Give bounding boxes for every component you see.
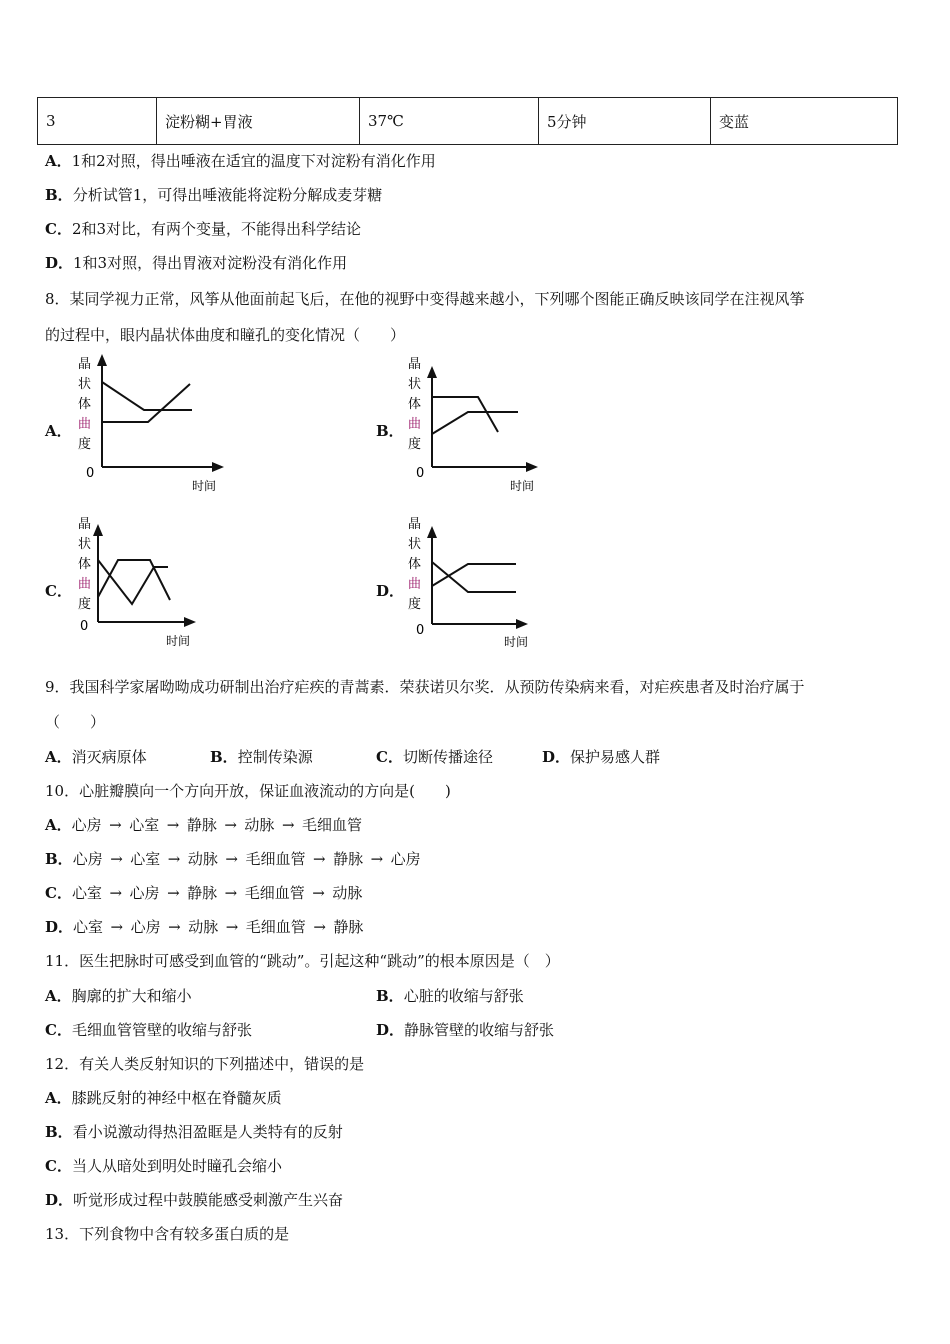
graph-ylabel-char: 度 [78,597,92,612]
graph-origin: 0 [80,619,89,634]
q7-option-d[interactable]: D．1和3对照，得出胃液对淀粉没有消化作用 [45,254,348,272]
q9-option-d[interactable]: D．保护易感人群 [542,748,661,766]
q7-option-a[interactable]: A．1和2对照，得出唾液在适宜的温度下对淀粉有消化作用 [45,152,436,170]
table-cell-result: 变蓝 [711,98,898,145]
table-cell-time: 5分钟 [539,98,711,145]
q7-option-b[interactable]: B．分析试管1，可得出唾液能将淀粉分解成麦芽糖 [45,186,383,204]
graph-curve [98,560,168,604]
graph-ylabel-char: 曲 [408,577,422,592]
q11-option-c[interactable]: C．毛细血管管壁的收缩与舒张 [45,1021,252,1039]
graph-curve [432,412,518,434]
graph-ylabel-char: 晶 [408,357,422,372]
graph-x-arrow [516,619,528,629]
q10-option-d[interactable]: D．心室 → 心房 → 动脉 → 毛细血管 → 静脉 [45,918,364,936]
graph-xlabel: 时间 [192,479,217,493]
q10-option-b[interactable]: B．心房 → 心室 → 动脉 → 毛细血管 → 静脉 → 心房 [45,850,421,868]
graph-ylabel-char: 体 [78,557,92,572]
q12-option-b[interactable]: B．看小说激动得热泪盈眶是人类特有的反射 [45,1123,343,1141]
table-cell-material: 淀粉糊+胃液 [157,98,360,145]
table-cell-tube: 3 [38,98,157,145]
q9-option-c[interactable]: C．切断传播途径 [376,748,493,766]
graph-ylabel-char: 曲 [78,417,92,432]
graph-ylabel-char: 状 [78,537,92,552]
q8-option-a-label[interactable]: A． [45,422,72,440]
q9-option-b[interactable]: B．控制传染源 [210,748,313,766]
graph-ylabel-char: 晶 [408,517,422,532]
q12-option-c[interactable]: C．当人从暗处到明处时瞳孔会缩小 [45,1157,282,1175]
q9-stem-line2: （ ） [45,713,106,731]
graph-curve [432,562,516,592]
table-cell-temperature: 37℃ [360,98,539,145]
graph-ylabel-char: 晶 [78,357,92,372]
q9-option-a[interactable]: A．消灭病原体 [45,748,147,766]
q7-option-c[interactable]: C．2和3对比，有两个变量，不能得出科学结论 [45,220,362,238]
graph-y-arrow [93,524,103,536]
q8-graph-c[interactable] [68,512,238,661]
q12-option-d[interactable]: D．听觉形成过程中鼓膜能感受刺激产生兴奋 [45,1191,344,1209]
graph-curve [102,382,192,410]
q8-option-c-label[interactable]: C． [45,582,72,600]
graph-ylabel-char: 状 [78,377,92,392]
graph-ylabel-char: 状 [408,537,422,552]
graph-ylabel-char: 度 [78,437,92,452]
graph-ylabel-char: 曲 [78,577,92,592]
q12-stem: 12．有关人类反射知识的下列描述中，错误的是 [45,1055,365,1073]
graph-origin: 0 [86,466,95,481]
graph-xlabel: 时间 [510,479,535,493]
q9-stem-line1: 9．我国科学家屠呦呦成功研制出治疗疟疾的青蒿素．荣获诺贝尔奖．从预防传染病来看，对疟疾患者及时治疗属于 [45,678,805,696]
q11-option-d[interactable]: D．静脉管壁的收缩与舒张 [376,1021,555,1039]
graph-curve [432,564,516,586]
graph-y-arrow [97,354,107,366]
graph-y-arrow [427,526,437,538]
q8-graph-b[interactable] [398,352,568,501]
q8-option-b-label[interactable]: B． [376,422,404,440]
graph-xlabel: 时间 [166,634,191,648]
experiment-table [37,97,898,145]
q10-stem: 10．心脏瓣膜向一个方向开放，保证血液流动的方向是( ) [45,782,451,800]
graph-ylabel-char: 体 [408,557,422,572]
graph-ylabel-char: 曲 [408,417,422,432]
graph-origin: 0 [416,623,425,638]
graph-ylabel-char: 度 [408,437,422,452]
q8-graph-a[interactable] [68,352,238,501]
q13-stem: 13．下列食物中含有较多蛋白质的是 [45,1225,290,1243]
q11-option-b[interactable]: B．心脏的收缩与舒张 [376,987,524,1005]
q8-stem-line1: 8．某同学视力正常，风筝从他面前起飞后，在他的视野中变得越来越小，下列哪个图能正确反映该同学在注视风筝 [45,290,805,308]
graph-origin: 0 [416,466,425,481]
q10-option-a[interactable]: A．心房 → 心室 → 静脉 → 动脉 → 毛细血管 [45,816,363,834]
graph-xlabel: 时间 [504,635,529,649]
graph-x-arrow [184,617,196,627]
q10-option-c[interactable]: C．心室 → 心房 → 静脉 → 毛细血管 → 动脉 [45,884,363,902]
table-row [38,98,898,145]
graph-ylabel-char: 体 [78,397,92,412]
graph-ylabel-char: 体 [408,397,422,412]
q8-graph-d[interactable] [398,512,568,661]
q8-option-d-label[interactable]: D． [376,582,405,600]
graph-x-arrow [212,462,224,472]
q11-option-a[interactable]: A．胸廓的扩大和缩小 [45,987,192,1005]
graph-ylabel-char: 晶 [78,517,92,532]
q12-option-a[interactable]: A．膝跳反射的神经中枢在脊髓灰质 [45,1089,282,1107]
graph-ylabel-char: 度 [408,597,422,612]
graph-x-arrow [526,462,538,472]
q8-stem-line2: 的过程中，眼内晶状体曲度和瞳孔的变化情况（ ） [45,326,406,344]
graph-y-arrow [427,366,437,378]
graph-ylabel-char: 状 [408,377,422,392]
q11-stem: 11．医生把脉时可感受到血管的“跳动”。引起这种“跳动”的根本原因是（ ） [45,952,560,970]
